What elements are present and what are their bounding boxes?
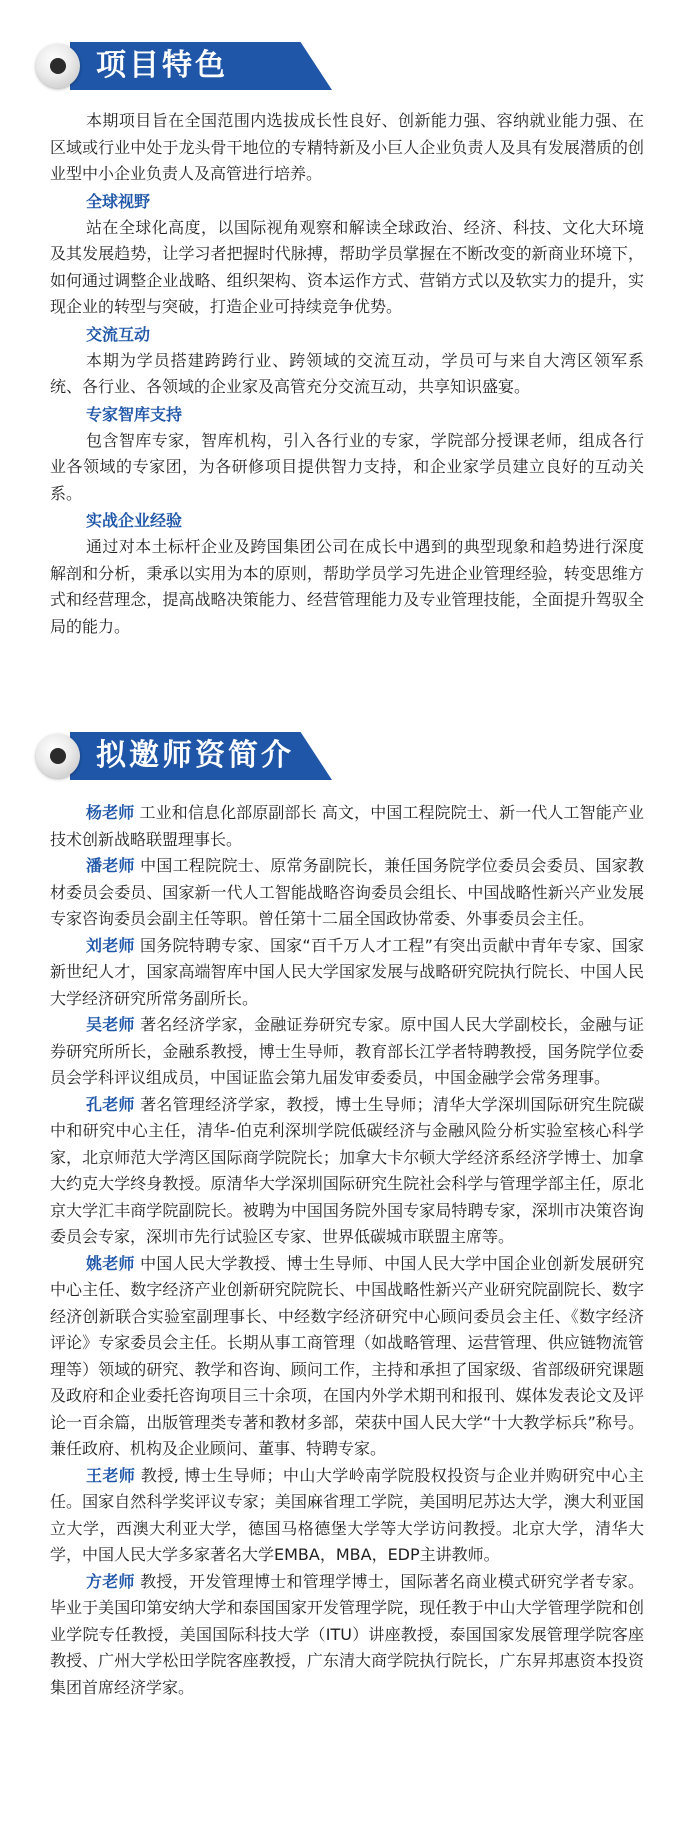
teacher-entry [50, 1012, 644, 1092]
teacher-name: 方老师 [86, 1571, 135, 1591]
teacher-bio: 中国人民大学教授、博士生导师、中国人民大学中国企业创新发展研究中心主任、数字经济产业创新研究院院长、中国战略性新兴产业研究院副院长、数字经济创新联合实验室副理事长、中经数字经济研究中心顾问委员会主任、《数字经济评论》专家委员会主任。长期从事工商管理（如战略管理、运营管理、供应链物流管理等）领域的研究、教学和咨询、顾问工作，主持和承担了国家级、省部级研究课题及政府和企业委托咨询项目三十余项，在国内外学术期刊和报刊、媒体发表论文及评论一百余篇，出版管理类专著和教材多部，荣获中国人民大学“十大教学标兵”称号。兼任政府、机构及企业顾问、董事、特聘专家。 [50, 1253, 644, 1458]
teacher-entry [50, 1463, 644, 1569]
teacher-name: 潘老师 [86, 856, 135, 875]
feature-text: 站在全球化高度，以国际视角观察和解读全球政治、经济、科技、文化大环境及其发展趋势，让学习者把握时代脉搏，帮助学员掌握在不断改变的新商业环境下，如何通过调整企业战略、组织架构、资本运作方式、营销方式以及软实力的提升，实现企业的转型与突破，打造企业可持续竞争优势。 [50, 217, 644, 316]
target-circle-icon [36, 734, 80, 778]
teacher-name: 姚老师 [86, 1253, 135, 1273]
feature-heading: 专家智库支持 [86, 404, 183, 424]
feature-text: 包含智库专家，智库机构，引入各行业的专家，学院部分授课老师，组成各行业各领域的专家团，为各研修项目提供智力支持，和企业家学员建立良好的互动关系。 [50, 430, 644, 503]
section-header-features [30, 40, 350, 92]
feature-heading: 实战企业经验 [86, 511, 183, 530]
teacher-name: 杨老师 [86, 803, 135, 822]
feature-heading: 交流互动 [86, 324, 151, 344]
teacher-name: 吴老师 [86, 1015, 135, 1034]
teacher-bio: 国务院特聘专家、国家“百千万人才工程”有突出贡献中青年专家、国家新世纪人才，国家高端智库中国人民大学国家发展与战略研究院执行院长、中国人民大学经济研究所常务副所长。 [50, 935, 644, 1008]
feature-text: 本期为学员搭建跨跨行业、跨领域的交流互动，学员可与来自大湾区领军系统、各行业、各领域的企业家及高管充分交流互动，共享知识盛宴。 [50, 350, 644, 396]
features-intro: 本期项目旨在全国范围内选拔成长性良好、创新能力强、容纳就业能力强、在区域或行业中处于龙头骨干地位的专精特新及小巨人企业负责人及具有发展潜质的创业型中小企业负责人及高管进行培养。 [50, 111, 644, 183]
teacher-bio: 著名管理经济学家，教授，博士生导师；清华大学深圳国际研究生院碳中和研究中心主任，清华-伯克利深圳学院低碳经济与金融风险分析实验室核心科学家，北京师范大学湾区国际商学院院长；加拿大卡尔顿大学经济系经济学博士、加拿大约克大学终身教授。原清华大学深圳国际研究生院社会科学与管理学部主任，原北京大学汇丰商学院副院长。被聘为中国国务院外国专家局特聘专家，深圳市决策咨询委员会专家，深圳市先行试验区专家、世界低碳城市联盟主席等。 [50, 1094, 644, 1246]
teacher-bio: 工业和信息化部原副部长 高文，中国工程院院士、新一代人工智能产业技术创新战略联盟理事长。 [50, 803, 644, 849]
teacher-bio: 教授，开发管理博士和管理学博士，国际著名商业模式研究学者专家。毕业于美国印第安纳大学和泰国国家开发管理学院，现任教于中山大学管理学院和创业学院专任教授，美国国际科技大学（ITU）讲座教授，泰国国家发展管理学院客座教授、广州大学松田学院客座教授，广东清大商学院执行院长，广东昇邦惠资本投资集团首席经济学家。 [50, 1571, 644, 1697]
feature-heading: 全球视野 [86, 191, 151, 211]
teacher-entry [50, 1092, 644, 1251]
teacher-entry [50, 1569, 644, 1702]
features-body [50, 108, 644, 640]
teacher-name: 王老师 [86, 1465, 136, 1485]
teacher-name: 孔老师 [86, 1094, 135, 1114]
section-title: 项目特色 [96, 48, 228, 83]
target-circle-icon [36, 44, 80, 88]
teacher-name: 刘老师 [86, 935, 135, 955]
teacher-entry [50, 853, 644, 933]
teacher-entry [50, 800, 644, 853]
faculty-body [50, 800, 644, 1701]
section-header-faculty [30, 730, 350, 782]
teacher-entry [50, 1251, 644, 1463]
teacher-bio: 教授, 博士生导师；中山大学岭南学院股权投资与企业并购研究中心主任。国家自然科学奖评议专家；美国麻省理工学院，美国明尼苏达大学，澳大利亚国立大学，西澳大利亚大学，德国马格德堡大学等大学访问教授。北京大学，清华大学，中国人民大学多家著名大学EMBA，MBA，EDP主讲教师。 [50, 1465, 644, 1564]
teacher-entry [50, 933, 644, 1013]
section-title: 拟邀师资简介 [96, 738, 294, 773]
feature-text: 通过对本土标杆企业及跨国集团公司在成长中遇到的典型现象和趋势进行深度解剖和分析，秉承以实用为本的原则，帮助学员学习先进企业管理经验，转变思维方式和经营理念，提高战略决策能力、经营管理能力及专业管理技能，全面提升驾驭全局的能力。 [50, 537, 644, 636]
teacher-bio: 著名经济学家，金融证券研究专家。原中国人民大学副校长，金融与证券研究所所长，金融系教授，博士生导师，教育部长江学者特聘教授，国务院学位委员会学科评议组成员，中国证监会第九届发审委委员，中国金融学会常务理事。 [50, 1015, 644, 1087]
teacher-bio: 中国工程院院士、原常务副院长，兼任国务院学位委员会委员、国家教材委员会委员、国家新一代人工智能战略咨询委员会组长、中国战略性新兴产业发展专家咨询委员会副主任等职。曾任第十二届全国政协常委、外事委员会主任。 [50, 856, 644, 928]
